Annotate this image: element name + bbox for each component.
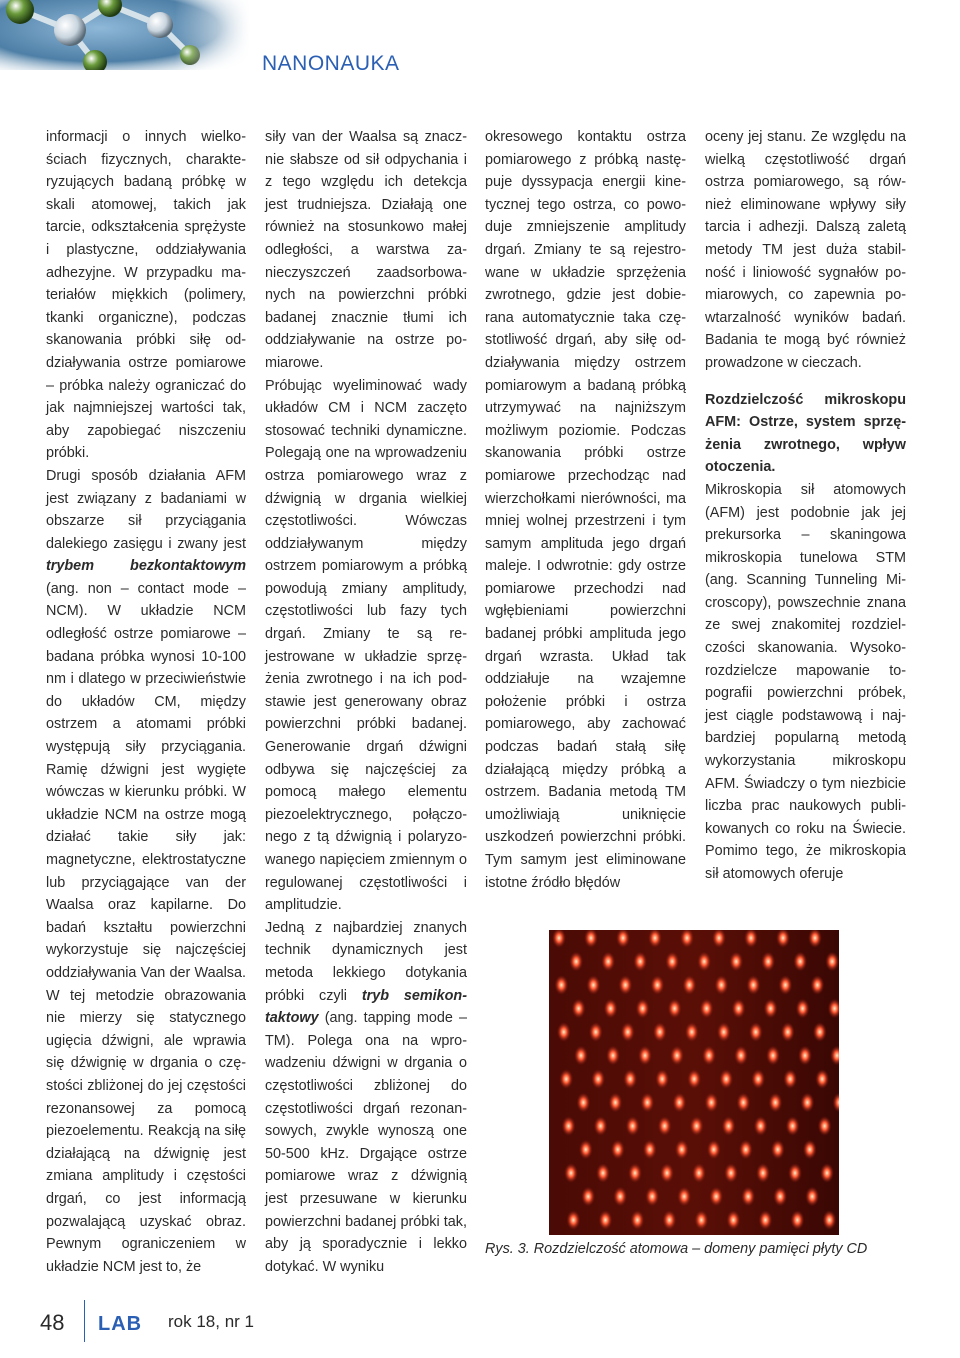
afm-spot xyxy=(628,1163,642,1183)
afm-spot xyxy=(572,999,586,1019)
issue-label: rok 18, nr 1 xyxy=(168,1312,254,1331)
afm-spot xyxy=(662,1210,676,1230)
afm-spot xyxy=(690,1116,704,1136)
afm-spot xyxy=(562,1116,576,1136)
afm-spot xyxy=(739,1140,753,1160)
afm-spot xyxy=(783,1069,797,1089)
afm-spot xyxy=(781,1022,795,1042)
paragraph: oceny jej stanu. Ze względu na wielką częstotliwość drgań ostrza pomiarowego, są również eliminowane wpływy siły tarcia i adhezji. Dalszą zaletą metody TM jest duża stabilność i liniowość sygnałów pomiarowych, co zapewnia powtarzalność wyników badań. Badania te mogą być również prowadzone w cieczach. xyxy=(705,129,906,371)
afm-spot xyxy=(724,1163,738,1183)
footer-divider xyxy=(84,1300,85,1342)
paragraph: Mikroskopia sił atomowych (AFM) jest podobnie jak jej prekursorka – skaningowa mikroskopia tunelowa STM (ang. Scanning Tunneling Microscopy), powszechnie znana ze swej znakomitej rozdzielczości skanowania. Wysoko-rozdzielcze mapowanie topografii powierzchni próbek, jest ciągle podstawową i najbardziej popularną metodą wykorzystania mikroskopu AFM. Świadczy o tym niezbicie liczba prac naukowych publikowanych co roku na Świecie. Pomimo tego, że mikroskopia sił atomowych oferuje xyxy=(705,481,906,882)
page-number: 48 xyxy=(40,1310,65,1335)
afm-spot xyxy=(813,1022,827,1042)
afm-spot xyxy=(594,1116,608,1136)
afm-spot xyxy=(754,1116,768,1136)
paragraph: siły van der Waalsa są znacznie słabsze od sił odpychania i z tego względu ich detekcja jest trudniejsza. Działają one również na stosunkowo małej odległości, a warstwa zanieczyszczeń zaadsorbowanych na powierzchni próbki badanej znacznie tłumi ich oddziaływanie na ostrze pomiarowe. xyxy=(265,129,467,371)
text-column-4 xyxy=(705,126,906,886)
afm-spot xyxy=(790,1210,804,1230)
molecule-header-illustration xyxy=(0,0,250,70)
lab-logo xyxy=(98,1312,158,1334)
afm-spot xyxy=(668,999,682,1019)
afm-spot xyxy=(764,999,778,1019)
afm-spot xyxy=(677,1187,691,1207)
afm-spot xyxy=(700,999,714,1019)
afm-spot xyxy=(643,1140,657,1160)
afm-spot xyxy=(758,1210,772,1230)
afm-spot xyxy=(685,1022,699,1042)
afm-spot xyxy=(672,1093,686,1113)
afm-spot xyxy=(719,1069,733,1089)
section-title: NANONAUKA xyxy=(262,52,400,75)
text-column-1 xyxy=(46,126,246,1278)
afm-spot xyxy=(822,1210,836,1230)
afm-spot xyxy=(636,999,650,1019)
afm-spot xyxy=(623,1069,637,1089)
afm-spot xyxy=(574,1046,588,1066)
afm-spot xyxy=(630,1210,644,1230)
afm-spot xyxy=(815,1069,829,1089)
paragraph: okresowego kontaktu ostrza pomiarowego z próbką następuje dyssypacja energii kinetycznej tego ostrza, co powoduje zmniejszenie amplitudy drgań. Zmiany te są rejestrowane w układzie sprzężenia zwrotnego, gdzie jest dobierana automatycznie taka częstotliwość drgań, aby siłę oddziaływania między ostrzem pomiarowym a badaną próbką utrzymywać na najniższym możliwym poziomie. Podczas skanowania próbki ostrze pomiarowe przechodząc nad wierzchołkami nierówności, ma mniej wolnej przestrzeni i tym samym amplituda jego drgań maleje. I odwrotnie: gdy ostrze pomiarowe przechodzi nad wgłębieniami powierzchni badanej próbki amplituda jego drgań wzrasta. Układ tak oddziałuje na wzajemne położenie próbki i ostrza pomiarowego, aby zachować podczas badań stałą siłę działającą między próbką a ostrzem. Badania metodą TM umożliwiają uniknięcie uszkodzeń powierzchni próbki. Tym samym jest eliminowane istotne źródło błędów xyxy=(485,129,686,891)
svg-text:LAB: LAB xyxy=(98,1313,143,1334)
afm-spot xyxy=(788,1163,802,1183)
afm-spot xyxy=(608,1093,622,1113)
afm-spot xyxy=(825,952,839,972)
afm-spot xyxy=(660,1163,674,1183)
afm-spot xyxy=(766,1046,780,1066)
afm-spot xyxy=(606,1046,620,1066)
afm-spot xyxy=(579,1140,593,1160)
afm-spot xyxy=(702,1046,716,1066)
afm-spot xyxy=(675,1140,689,1160)
afm-spot xyxy=(697,952,711,972)
afm-spot xyxy=(793,952,807,972)
afm-spot xyxy=(611,1140,625,1160)
afm-spot xyxy=(633,952,647,972)
afm-spot xyxy=(665,952,679,972)
afm-spot xyxy=(655,1069,669,1089)
paragraph: Jedną z najbardziej znanych technik dynamicznych jest metoda lekkiego dotykania próbki czyli tryb semikontaktowy (ang. tapping mode – TM). Polega ona na wprowadzeniu dźwigni w drgania o częstotliwości zbliżonej do częstotliwości drgań rezonansowych, zwykle wynoszą one 50-500 kHz. Drgające ostrze pomiarowe wraz z dźwignią jest przesuwane w kierunku powierzchni badanej próbki tak, aby ją sporadycznie i lekko dotykać. W wyniku xyxy=(265,919,467,1275)
afm-spot xyxy=(818,1116,832,1136)
afm-spot xyxy=(658,1116,672,1136)
afm-spot xyxy=(714,975,728,995)
section-heading: Rozdzielczość mikroskopu AFM: Ostrze, system sprzężenia zwrotnego, wpływ otoczenia. xyxy=(705,391,906,476)
afm-spot xyxy=(613,1187,627,1207)
afm-spot xyxy=(581,1187,595,1207)
afm-spot xyxy=(569,952,583,972)
afm-spot xyxy=(557,1022,571,1042)
afm-spot xyxy=(798,1046,812,1066)
afm-spot xyxy=(566,1210,580,1230)
afm-spot xyxy=(618,975,632,995)
afm-spot xyxy=(650,975,664,995)
afm-spot xyxy=(626,1116,640,1136)
afm-spot xyxy=(704,1093,718,1113)
afm-spot xyxy=(554,975,568,995)
afm-spot xyxy=(687,1069,701,1089)
afm-spot xyxy=(638,1046,652,1066)
afm-spot xyxy=(761,952,775,972)
afm-spot xyxy=(810,975,824,995)
afm-spot xyxy=(773,1187,787,1207)
text-column-3 xyxy=(485,126,686,891)
emphasis-term: tryb semikontaktowy xyxy=(265,987,467,1027)
afm-cd-domains-image xyxy=(549,930,839,1235)
afm-spot xyxy=(820,1163,834,1183)
afm-spot xyxy=(805,1187,819,1207)
afm-spot xyxy=(736,1093,750,1113)
afm-spot xyxy=(670,1046,684,1066)
afm-spot xyxy=(746,975,760,995)
figure-caption: Rys. 3. Rozdzielczość atomowa – domeny pamięci płyty CD xyxy=(485,1241,868,1257)
afm-spot xyxy=(771,1140,785,1160)
afm-spot xyxy=(749,1022,763,1042)
afm-spot xyxy=(741,1187,755,1207)
afm-spot xyxy=(692,1163,706,1183)
emphasis-term: trybem bezkontaktowym xyxy=(46,558,246,575)
afm-spot xyxy=(564,1163,578,1183)
afm-spot xyxy=(756,1163,770,1183)
paragraph: Drugi sposób działania AFM jest związany z badaniami w obszarze sił przyciągania dalekiego zasięgu i zwany jest trybem bezkontaktowym (ang. non – contact mode – NCM). W układzie NCM odległość ostrze pomiarowe – badana próbka wynosi 10-100 nm i dlatego w przeciwieństwie do układów CM, między ostrzem a atomami próbki występują siły przyciągania. Ramię dźwigni jest wygięte wówczas w kierunku próbki. W układzie NCM na ostrze mogą działać takie siły jak: magnetyczne, elektrostatyczne lub przyciągające van der Waalsa oraz kapilarne. Do badań kształtu powierzchni wykorzystuje się najczęściej oddziaływania Van der Waalsa. W tej metodzie obrazowania nie mierzy się statycznego ugięcia dźwigni, ale wprawia się dźwignię w drgania o częstości zbliżonej do jej częstości rezonansowej za pomocą piezoelementu. Reakcją na siłę działającą na dźwignię jest zmiana amplitudy i częstości drgań, co jest informacją pozwalającą uzyskać obraz. Pewnym ograniczeniem w układzie NCM jest to, że xyxy=(46,467,246,1275)
afm-spot xyxy=(778,975,792,995)
afm-spot xyxy=(653,1022,667,1042)
afm-spot xyxy=(576,1093,590,1113)
afm-spot xyxy=(604,999,618,1019)
afm-spot xyxy=(786,1116,800,1136)
afm-spot xyxy=(589,1022,603,1042)
afm-spot xyxy=(803,1140,817,1160)
afm-spot xyxy=(591,1069,605,1089)
afm-spot xyxy=(800,1093,814,1113)
afm-spot xyxy=(640,1093,654,1113)
afm-spot xyxy=(751,1069,765,1089)
afm-spot xyxy=(726,1210,740,1230)
afm-spot xyxy=(621,1022,635,1042)
text-column-2 xyxy=(265,126,467,1278)
afm-spot xyxy=(796,999,810,1019)
paragraph: informacji o innych wielkościach fizycznych, charakteryzujących badaną próbkę w skali atomowej, takich jak tarcie, odkształcenia sprężyste i plastyczne, oddziaływania adhezyjne. W przypadku materiałów miękkich (polimery, tkanki organiczne), podczas skanowania próbki siłę oddziaływania ostrze pomiarowe – próbka należy ograniczać do jak najmniejszej wartości tak, aby zapobiegać niszczeniu próbki. xyxy=(46,129,246,462)
afm-spot xyxy=(717,1022,731,1042)
afm-spot xyxy=(707,1140,721,1160)
afm-spot xyxy=(598,1210,612,1230)
afm-spot xyxy=(601,952,615,972)
afm-spot xyxy=(559,1069,573,1089)
afm-spot xyxy=(645,1187,659,1207)
afm-spot xyxy=(768,1093,782,1113)
afm-spot xyxy=(682,975,696,995)
afm-spot xyxy=(709,1187,723,1207)
afm-spot xyxy=(732,999,746,1019)
afm-spot xyxy=(586,975,600,995)
afm-spot xyxy=(596,1163,610,1183)
afm-spot xyxy=(722,1116,736,1136)
afm-spot xyxy=(729,952,743,972)
afm-spot xyxy=(694,1210,708,1230)
paragraph: Próbując wyeliminować wady układów CM i NCM zaczęto stosować techniki dynamiczne. Polegają one na wprowadzeniu ostrza pomiarowego wraz z dźwignią w drgania wielkiej częstotliwości. Wówczas oddziaływanym między ostrzem pomiarowym a próbką powodują zmiany amplitudy, częstotliwości lub fazy tych drgań. Zmiany te są rejestrowane w układzie sprzężenia zwrotnego i na ich podstawie jest generowany obraz powierzchni próbki badanej. Generowanie drgań dźwigni odbywa się najczęściej za pomocą małego elementu piezoelektrycznego, połączonego z tą dźwignią i polaryzowanego napięciem zmiennym o regulowanej częstotliwości i amplitudzie. xyxy=(265,377,467,914)
afm-spot xyxy=(734,1046,748,1066)
